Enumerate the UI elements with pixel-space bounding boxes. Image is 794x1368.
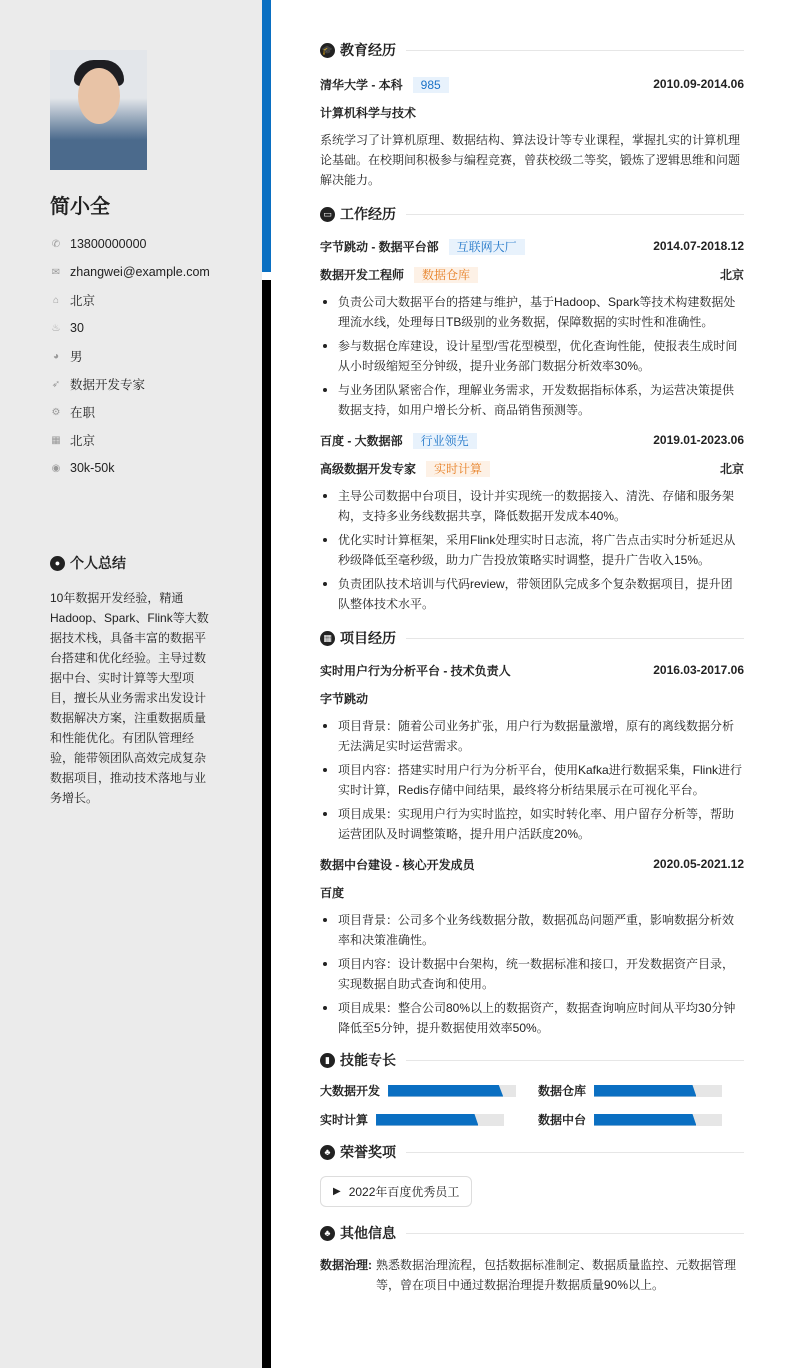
info-text: 13800000000 — [70, 237, 147, 251]
major: 计算机科学与技术 — [320, 105, 417, 120]
skill-name: 实时计算 — [320, 1113, 369, 1127]
info-text: 30 — [70, 321, 84, 335]
info-row — [50, 314, 210, 342]
project-entry — [320, 850, 744, 1038]
award-item[interactable] — [320, 1176, 472, 1207]
skill-item — [320, 1111, 538, 1128]
project-date: 2020.05-2021.12 — [653, 857, 744, 871]
company: 字节跳动 - 数据平台部 — [320, 239, 439, 254]
main-content — [320, 40, 744, 1295]
project-entry — [320, 656, 744, 844]
city: 北京 — [719, 461, 744, 476]
home-icon: ⌂ — [52, 294, 60, 306]
sidebar — [0, 0, 262, 1368]
info-text: 北京 — [70, 434, 96, 448]
award-label: 2022年百度优秀员工 — [348, 1185, 460, 1199]
skill-item — [538, 1111, 744, 1128]
bullet: 项目成果：实现用户行为实时监控，如实时转化率、用户留存分析等，帮助运营团队及时调整策略，提升用户活跃度20%。 — [320, 804, 744, 844]
role: 高级数据开发专家 — [320, 461, 417, 476]
skill-name: 大数据开发 — [320, 1084, 381, 1098]
section-title: 荣誉奖项 — [340, 1144, 396, 1160]
section-title: 教育经历 — [340, 42, 396, 58]
company-tag: 互联网大厂 — [449, 239, 525, 255]
skill-name: 数据中台 — [538, 1113, 587, 1127]
work-heading — [320, 204, 744, 224]
awards-heading — [320, 1142, 744, 1162]
accent-stripe — [262, 0, 271, 272]
job-date: 2014.07-2018.12 — [653, 239, 744, 253]
job-entry — [320, 232, 744, 420]
skills-heading — [320, 1050, 744, 1070]
other-item — [320, 1255, 744, 1295]
bullet: 项目内容：搭建实时用户行为分析平台，使用Kafka进行数据采集，Flink进行实时计算，Redis存储中间结果，最终将分析结果展示在可视化平台。 — [320, 760, 744, 800]
info-text: 数据开发专家 — [70, 378, 146, 392]
bullet: 负责公司大数据平台的搭建与维护，基于Hadoop、Spark等技术构建数据处理流水线，处理每日TB级别的业务数据，保障数据的实时性和准确性。 — [320, 292, 744, 332]
bullet: 优化实时计算框架，采用Flink处理实时日志流，将广告点击实时分析延迟从秒级降低至毫秒级，助力广告投放策略实时调整，提升广告收入15%。 — [320, 530, 744, 570]
projects-heading — [320, 628, 744, 648]
section-title: 项目经历 — [340, 630, 396, 646]
send-icon: ➶ — [51, 378, 61, 390]
project-org: 字节跳动 — [320, 691, 369, 706]
info-row — [50, 342, 210, 370]
school-tag: 985 — [413, 77, 449, 93]
info-row — [50, 286, 210, 314]
company-tag: 行业领先 — [413, 433, 477, 449]
award-icon: ♣ — [320, 1145, 335, 1160]
bullet: 负责团队技术培训与代码review，带领团队完成多个复杂数据项目，提升团队整体技术水平。 — [320, 574, 744, 614]
info-row — [50, 230, 210, 258]
info-row — [50, 426, 210, 454]
user-icon: ● — [50, 556, 65, 571]
skill-bar — [594, 1114, 722, 1126]
building-icon: ▦ — [51, 434, 61, 446]
info-row — [50, 454, 210, 482]
status-icon: ⚙ — [51, 406, 61, 418]
other-label: 数据治理: — [320, 1258, 372, 1272]
bullet: 项目成果：整合公司80%以上的数据资产，数据查询响应时间从平均30分钟降低至5分钟，提升数据使用效率50%。 — [320, 998, 744, 1038]
summary-title: 个人总结 — [70, 555, 126, 571]
skill-item — [538, 1082, 744, 1099]
info-icon: ♣ — [320, 1226, 335, 1241]
info-text: 北京 — [70, 294, 96, 308]
info-row — [50, 370, 210, 398]
bullet: 项目内容：设计数据中台架构，统一数据标准和接口，开发数据资产目录，实现数据自助式查询和使用。 — [320, 954, 744, 994]
section-title: 技能专长 — [340, 1052, 396, 1068]
skill-bar — [376, 1114, 504, 1126]
role-tag: 实时计算 — [426, 461, 490, 477]
grid-icon: ▦ — [320, 631, 335, 646]
bullet: 主导公司数据中台项目，设计并实现统一的数据接入、清洗、存储和服务架构，支持多业务线数据共享，降低数据开发成本40%。 — [320, 486, 744, 526]
education-heading — [320, 40, 744, 60]
other-text: 熟悉数据治理流程，包括数据标准制定、数据质量监控、元数据管理等，曾在项目中通过数据治理提升数据质量90%以上。 — [376, 1258, 737, 1292]
school: 清华大学 - 本科 — [320, 77, 403, 92]
skill-bar — [388, 1085, 516, 1097]
role: 数据开发工程师 — [320, 267, 405, 282]
info-row — [50, 258, 210, 286]
avatar — [50, 50, 147, 170]
dark-stripe — [262, 280, 271, 1368]
mail-icon: ✉ — [51, 266, 61, 278]
skill-fill — [594, 1114, 696, 1126]
job-date: 2019.01-2023.06 — [653, 433, 744, 447]
info-text: 在职 — [70, 406, 96, 420]
other-heading — [320, 1223, 744, 1243]
graduation-cap-icon: 🎓 — [320, 43, 335, 58]
project-name: 实时用户行为分析平台 - 技术负责人 — [320, 663, 511, 678]
profile-name: 简小全 — [50, 196, 110, 218]
skill-fill — [594, 1085, 696, 1097]
edu-desc: 系统学习了计算机原理、数据结构、算法设计等专业课程，掌握扎实的计算机理论基础。在校期间积极参与编程竞赛，曾获校级二等奖，锻炼了逻辑思维和问题解决能力。 — [320, 133, 741, 187]
contact-info — [50, 230, 210, 482]
company: 百度 - 大数据部 — [320, 433, 403, 448]
cake-icon: ♨ — [51, 322, 61, 334]
project-date: 2016.03-2017.06 — [653, 663, 744, 677]
bullet: 项目背景：随着公司业务扩张，用户行为数据量激增，原有的离线数据分析无法满足实时运营需求。 — [320, 716, 744, 756]
play-icon: ▶ — [333, 1186, 341, 1197]
bullet: 参与数据仓库建设，设计星型/雪花型模型，优化查询性能，使报表生成时间从小时级缩短至分钟级，提升业务部门数据分析效率30%。 — [320, 336, 744, 376]
section-title: 工作经历 — [340, 206, 396, 222]
skill-bar — [594, 1085, 722, 1097]
briefcase-icon: ▭ — [320, 207, 335, 222]
skill-fill — [388, 1085, 503, 1097]
bar-chart-icon: ▮ — [320, 1053, 335, 1068]
phone-icon: ✆ — [51, 238, 61, 250]
skill-item — [320, 1082, 538, 1099]
job-entry — [320, 426, 744, 614]
info-row — [50, 398, 210, 426]
skill-name: 数据仓库 — [538, 1084, 587, 1098]
bullet: 与业务团队紧密合作，理解业务需求，开发数据指标体系，为运营决策提供数据支持，如用户增长分析、商品销售预测等。 — [320, 380, 744, 420]
salary-icon: ◉ — [51, 462, 61, 474]
skill-fill — [376, 1114, 478, 1126]
info-text: zhangwei@example.com — [70, 265, 210, 279]
bullet: 项目背景：公司多个业务线数据分散，数据孤岛问题严重，影响数据分析效率和决策准确性。 — [320, 910, 744, 950]
section-title: 其他信息 — [340, 1225, 396, 1241]
project-org: 百度 — [320, 885, 345, 900]
summary-text: 10年数据开发经验，精通Hadoop、Spark、Flink等大数据技术栈，具备丰富的数据平台搭建和优化经验。主导过数据中台、实时计算等大型项目，擅长从业务需求出发设计数据解决方案，注重数据质量和性能优化。有团队管理经验，能带领团队高效完成复杂数据项目，推动技术落地与业务增长。 — [50, 591, 209, 805]
gender-icon: ◕ — [52, 350, 60, 362]
project-name: 数据中台建设 - 核心开发成员 — [320, 857, 475, 872]
summary-heading — [50, 553, 126, 573]
city: 北京 — [719, 267, 744, 282]
info-text: 男 — [70, 350, 83, 364]
edu-date: 2010.09-2014.06 — [653, 77, 744, 91]
info-text: 30k-50k — [70, 461, 115, 475]
role-tag: 数据仓库 — [414, 267, 478, 283]
